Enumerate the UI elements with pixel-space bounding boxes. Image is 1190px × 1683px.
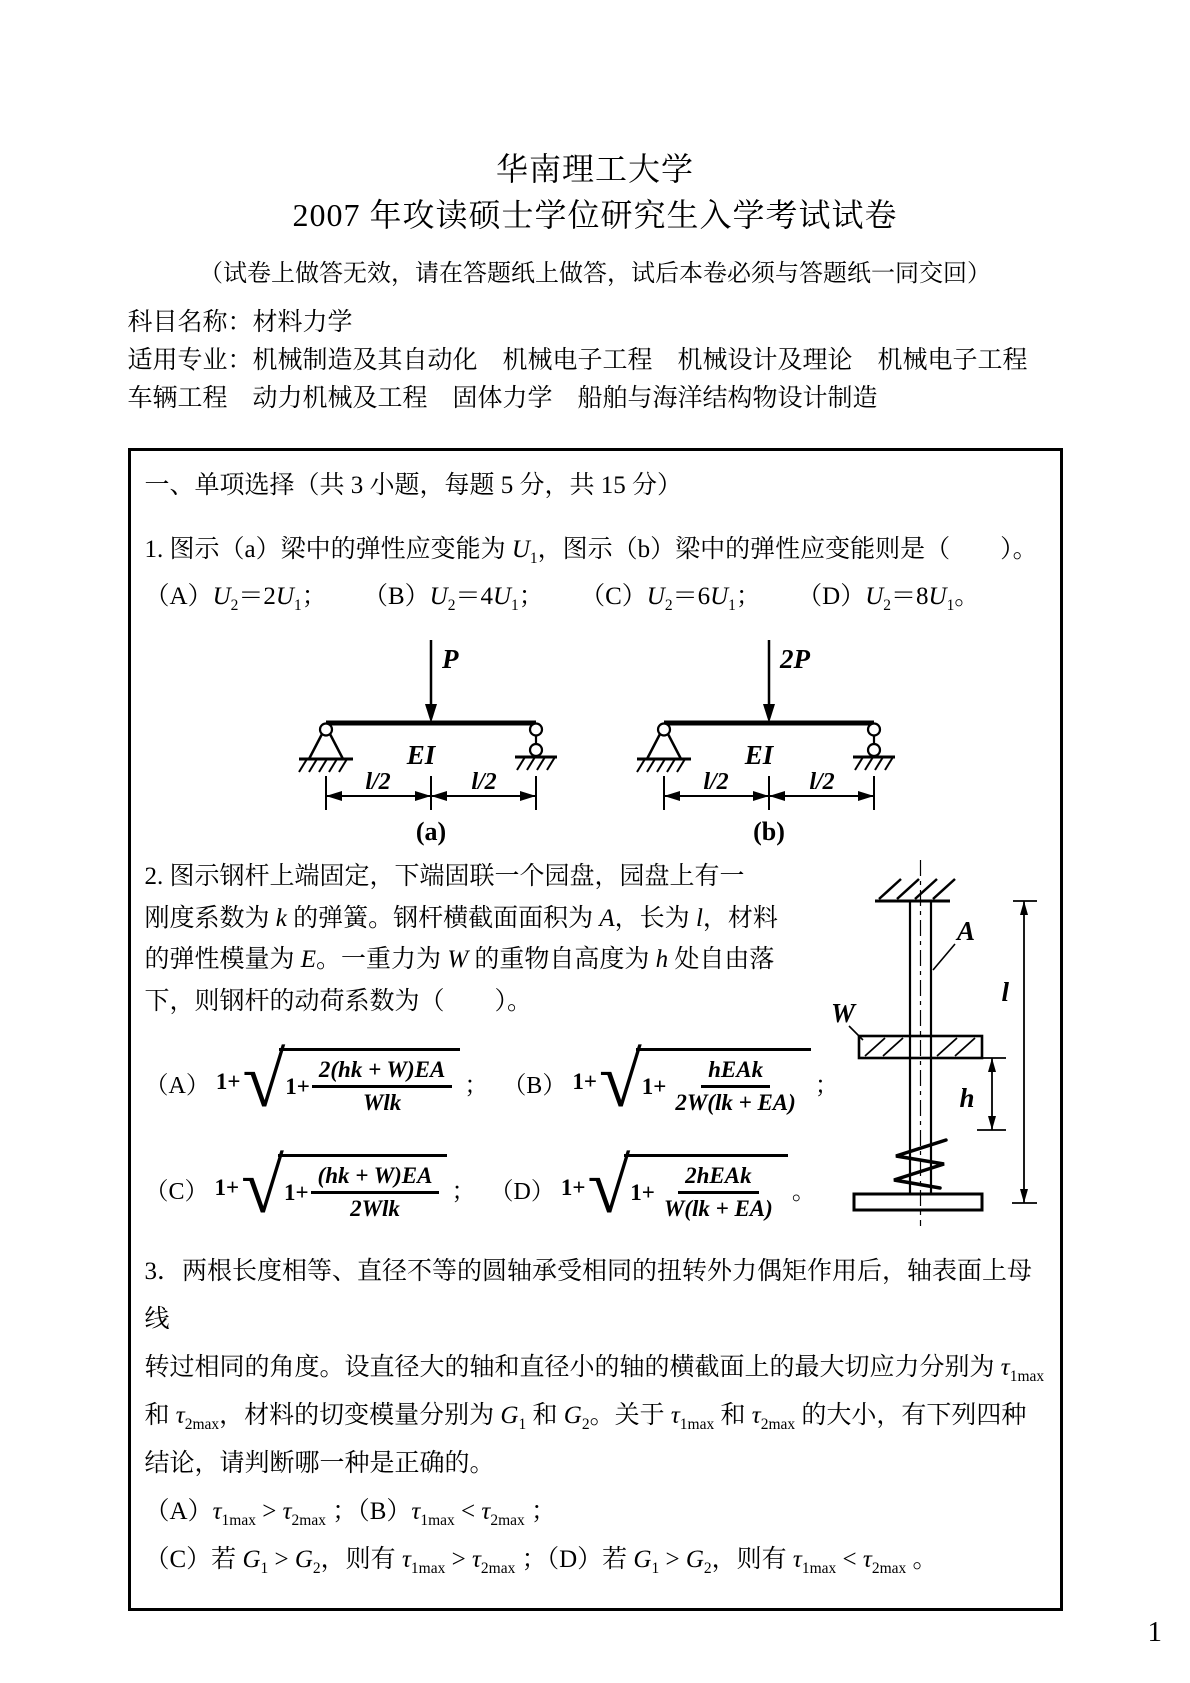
exam-title: 2007 年攻读硕士学位研究生入学考试试卷	[292, 197, 898, 234]
sqrt-radical: √ 1+ $\frac{\text{hEAk}}{2W(lk + EA)}$	[599, 1046, 811, 1118]
force-arrowhead	[763, 704, 775, 723]
rod-spring-diagram	[829, 798, 1044, 1233]
q3-options-ab: $(A)\tau_{1max} > \tau_{2max}$ ；$(B)\tau_{1max} < \tau_{2max}$ ；	[144, 1498, 557, 1530]
question-box	[128, 448, 1063, 1611]
section-title: 一、单项选择（共 3 小题，每题 5 分，共 15 分）	[144, 471, 683, 499]
q2-line-4: 下，则钢杆的动荷系数为（ ）。	[144, 987, 533, 1015]
q2-formula-row-cd	[145, 1142, 819, 1234]
university-title: 华南理工大学	[495, 151, 694, 187]
figure-caption: (a)	[415, 817, 447, 847]
figure-caption: (b)	[753, 817, 785, 847]
header	[128, 146, 1063, 418]
q2-option-b: （B） 1+ √ 1+ $\frac{\text{hEAk}}{2W(lk + EA)}$ ；	[502, 1036, 839, 1124]
radical-sign: √	[241, 1142, 284, 1230]
q3-line-1: 3．两根长度相等、直径不等的圆轴承受相同的扭转外力偶矩作用后，轴表面上母线	[144, 1258, 1033, 1334]
q2-line-1: 2. 图示钢杆上端固定，下端固联一个园盘，园盘上有一	[144, 863, 745, 891]
q2-formula-row-ab	[144, 1036, 839, 1128]
page-content	[128, 0, 1063, 1611]
q1-option-a: $(A)U_2=2U_1$；	[144, 582, 327, 614]
radical-sign: √	[598, 1036, 642, 1124]
roller-support	[515, 724, 557, 771]
dimension-lines	[664, 776, 874, 810]
q1-options	[145, 576, 1046, 619]
q2-line-3: 的弹性模量为 E。一重力为 W 的重物自高度为 h 处自由落	[144, 946, 775, 974]
beam-diagram-a	[281, 626, 571, 846]
page-number: 1	[1147, 1616, 1162, 1648]
beam-diagram-b	[619, 626, 909, 846]
force-arrowhead	[425, 704, 437, 723]
sqrt-radical: √ 1+ $\frac{\text{2hEAk}}{W(lk + EA)}$	[587, 1152, 787, 1224]
pin-support	[299, 724, 353, 773]
beam-stiffness-label: EI	[744, 740, 774, 771]
force-label: 2P	[780, 644, 810, 675]
h-dimension	[977, 1058, 1006, 1130]
q3-line-2: 转过相同的角度。设直径大的轴和直径小的轴的横截面上的最大切应力分别为 $\tau_{1max}$	[144, 1354, 1045, 1386]
q1-stem: 1. 图示（a）梁中的弹性应变能为 $U_1$，图示（b）梁中的弹性应变能则是（ ）。	[144, 535, 1038, 567]
dim-left-label: l/2	[703, 769, 729, 796]
roller-support	[853, 724, 895, 771]
fixed-support	[875, 879, 955, 901]
fraction: $\frac{\text{hEAk}}{2W(lk + EA)}$	[675, 1057, 796, 1116]
pin-support	[637, 724, 691, 773]
majors-line-2: 车辆工程 动力机械及工程 固体力学 船舶与海洋结构物设计制造	[127, 384, 878, 412]
q1-option-c: $(C)U_2=6U_1$；	[580, 582, 761, 614]
rod-length-label: l	[1000, 977, 1009, 1008]
q1-option-b: $(B)U_2=4U_1$；	[362, 582, 544, 614]
fraction: $\frac{\text{2hEAk}}{W(lk + EA)}$	[663, 1163, 773, 1222]
disk	[854, 1194, 982, 1210]
q2-option-d: （D） 1+ √ 1+ $\frac{\text{2hEAk}}{W(lk + EA)}$ 。	[489, 1142, 816, 1230]
weight-label: W	[830, 998, 855, 1029]
dim-right-label: l/2	[809, 769, 835, 796]
exam-notice: （试卷上做答无效，请在答题纸上做答，试后本卷必须与答题纸一同交回）	[199, 260, 991, 287]
q2-block	[145, 856, 1046, 1234]
q2-option-a: （A） 1+ √ 1+ $\frac{2(hk + W)EA}{\text{Wlk}}$ ；	[144, 1036, 489, 1124]
radical-sign: √	[587, 1142, 631, 1230]
q3-line-3: 和 $\tau_{2max}$，材料的切变模量分别为 $G_1$ 和 $G_2$。关于 $\tau_{1max}$ 和 $\tau_{2max}$ 的大小，有下列四种	[144, 1402, 1027, 1434]
fraction: $\frac{2(hk + W)EA}{\text{Wlk}}$	[312, 1055, 452, 1118]
q2-line-2: 刚度系数为 k 的弹簧。钢杆横截面面积为 A，长为 l，材料	[144, 904, 778, 932]
sqrt-radical: √ 1+ $\frac{2(hk + W)EA}{\text{Wlk}}$	[242, 1046, 460, 1118]
majors-line-1: 适用专业：机械制造及其自动化 机械电子工程 机械设计及理论 机械电子工程	[127, 346, 1028, 374]
sqrt-radical: √ 1+ $\frac{(hk + W)EA}{\text{2Wlk}}$	[241, 1152, 447, 1224]
force-label: P	[442, 644, 459, 675]
length-dimension	[1012, 901, 1037, 1203]
area-label: A	[956, 916, 975, 947]
dim-left-label: l/2	[365, 769, 391, 796]
dim-right-label: l/2	[471, 769, 497, 796]
dimension-lines	[326, 776, 536, 810]
weight-leader-line	[849, 1026, 863, 1040]
q3-line-4: 结论，请判断哪一种是正确的。	[144, 1450, 495, 1478]
beam-stiffness-label: EI	[406, 740, 436, 771]
q1-option-d: $(D)U_2=8U_1$。	[797, 582, 980, 614]
subject-line: 科目名称：材料力学	[127, 308, 353, 336]
drop-height-label: h	[958, 1083, 975, 1114]
q2-option-c: （C） 1+ √ 1+ $\frac{(hk + W)EA}{\text{2Wlk}}$ ；	[144, 1142, 476, 1230]
fraction: $\frac{(hk + W)EA}{\text{2Wlk}}$	[311, 1161, 440, 1224]
q3-options-cd: （C）若 $G_1 > G_2$，则有 $\tau_{1max} > \tau_{2max}$ ；（D）若 $G_1 > G_2$，则有 $\tau_{1max} < \tau_{2max}$ 。	[144, 1546, 938, 1578]
area-leader-line	[933, 944, 955, 970]
q3-block	[145, 1248, 1046, 1584]
radical-sign: √	[242, 1036, 286, 1124]
